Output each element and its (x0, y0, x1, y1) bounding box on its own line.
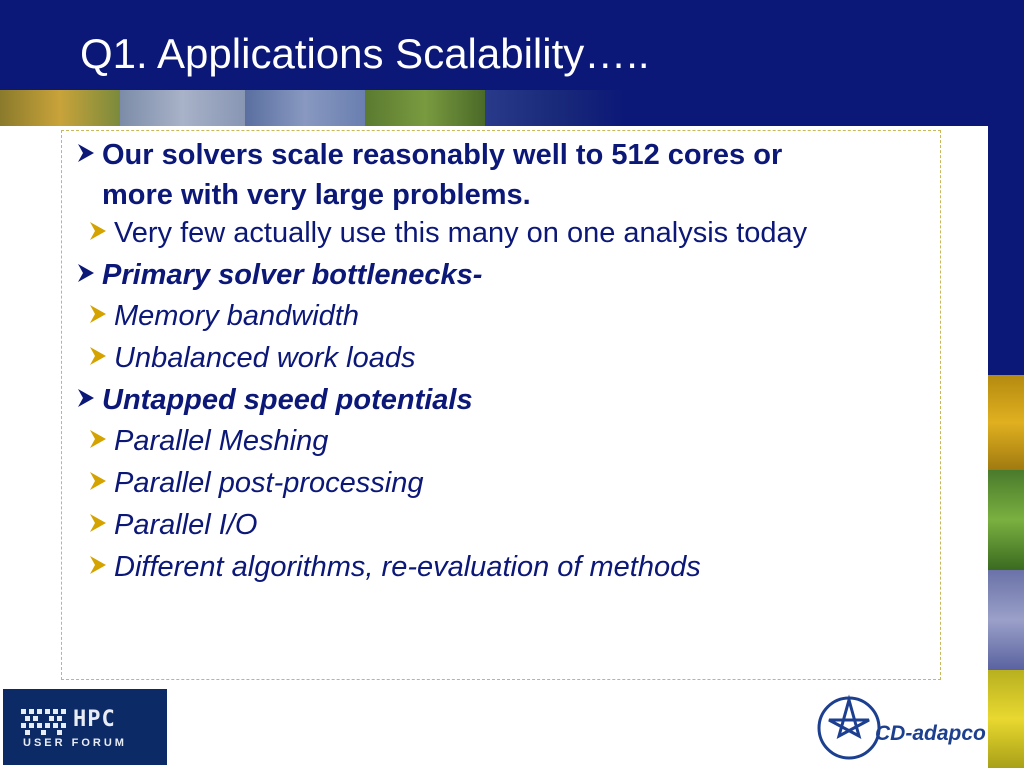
sub-bullet-unbalanced (88, 342, 415, 375)
arrow-bullet-icon (88, 428, 108, 450)
arrow-bullet-icon (76, 262, 96, 284)
sub-bullet-very-few (88, 217, 807, 250)
bullet-text: Our solvers scale reasonably well to 512 cores or (102, 139, 783, 171)
slide-header (0, 0, 988, 90)
hpc-user-forum-logo (3, 689, 167, 765)
dot-grid-icon (21, 709, 69, 735)
slide-title: Q1. Applications Scalability….. (80, 30, 650, 77)
arrow-bullet-icon (88, 345, 108, 367)
bullet-text: Unbalanced work loads (114, 342, 416, 374)
content-box (61, 130, 941, 680)
sub-bullet-algorithms (88, 551, 701, 584)
bullet-text: Primary solver bottlenecks- (102, 259, 483, 291)
decorative-image-strip (0, 90, 988, 126)
cd-adapco-logo-text: CD-adapco (875, 722, 986, 745)
arrow-bullet-icon (88, 512, 108, 534)
bullet-solvers-scale (76, 139, 782, 172)
bullet-text-continued: more with very large problems. (102, 179, 531, 211)
arrow-bullet-icon (88, 470, 108, 492)
arrow-bullet-icon (88, 303, 108, 325)
arrow-bullet-icon (76, 142, 96, 164)
bullet-text: Very few actually use this many on one analysis today (114, 217, 808, 249)
sub-bullet-io (88, 509, 257, 542)
bullet-bottlenecks (76, 259, 482, 292)
bullet-untapped (76, 384, 473, 417)
arrow-bullet-icon (88, 220, 108, 242)
decorative-side-strip (988, 0, 1024, 768)
bullet-text: Different algorithms, re-evaluation of methods (114, 551, 701, 583)
hpc-logo-subtext: USER FORUM (23, 737, 127, 749)
bullet-text: Parallel Meshing (114, 425, 329, 457)
arrow-bullet-icon (76, 387, 96, 409)
sub-bullet-memory (88, 300, 359, 333)
arrow-bullet-icon (88, 554, 108, 576)
sub-bullet-meshing (88, 425, 328, 458)
sub-bullet-post-processing (88, 467, 423, 500)
bullet-text: Parallel post-processing (114, 467, 424, 499)
bullet-text: Memory bandwidth (114, 300, 359, 332)
bullet-text: Untapped speed potentials (102, 384, 473, 416)
cd-adapco-logo (815, 692, 986, 762)
bullet-text: Parallel I/O (114, 509, 258, 541)
hpc-logo-text: HPC (73, 707, 116, 732)
